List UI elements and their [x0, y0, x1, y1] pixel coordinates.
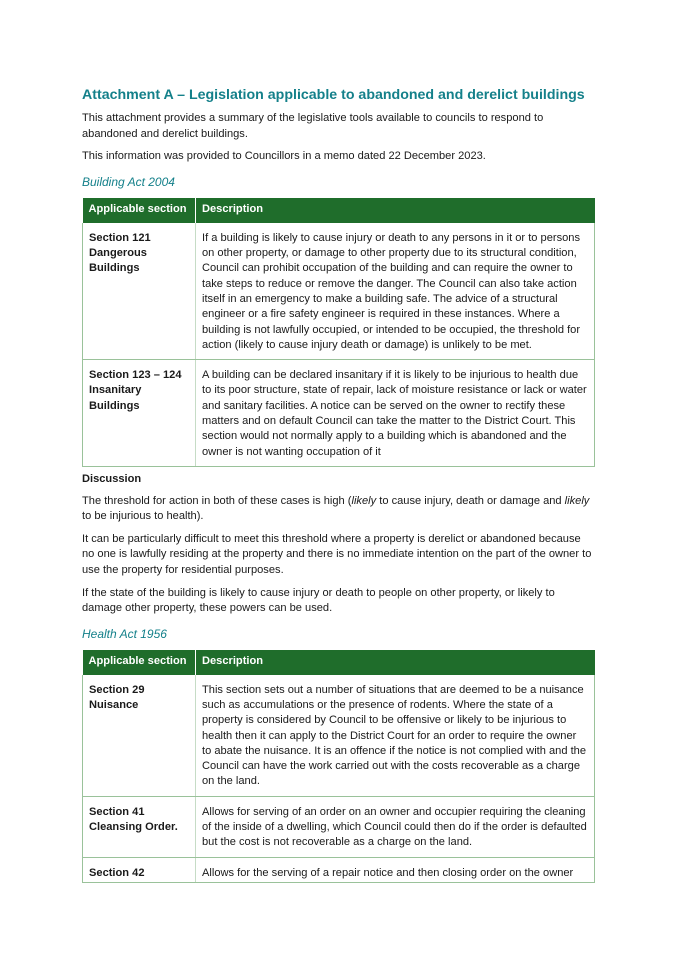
intro-paragraph: This attachment provides a summary of the legislative tools available to councils to respond to abandoned and derelict buildings. — [82, 112, 544, 140]
description-cell: This section sets out a number of situations that are deemed to be a nuisance such as accumulations or the presence of rodents. Where the state of a property is considered by Council to be offensive or likely to be injurious to health then it can apply to the District Court for an order to require the owner to abate the nuisance. It is an offence if the notice is not complied with and the Council can have the work carried out with the costs recoverable as a charge on the land. — [196, 675, 595, 797]
description-cell: If a building is likely to cause injury or death to any persons in it or to persons on other property, or damage to other property due to its structural condition, Council can prohibit occupation of the building and can require the owner to take steps to reduce or remove the danger. The Council can also take action itself in an emergency to make a building safe. The advice of a structural engineer or a fire safety engineer is required in these instances. Where a building is not lawfully occupied, or intended to be occupied, the threshold for action (likely to cause injury death or damage) is unlikely to be met. — [196, 223, 595, 360]
discussion-heading: Discussion — [82, 472, 142, 485]
health-act-table — [82, 650, 595, 883]
section-cell: Section 123 – 124 Insanitary Buildings — [83, 360, 196, 467]
column-header-section: Applicable section — [83, 650, 196, 675]
page-title: Attachment A – Legislation applicable to abandoned and derelict buildings — [82, 87, 585, 103]
column-header-section: Applicable section — [83, 198, 196, 223]
table-row — [83, 675, 595, 797]
table-row — [83, 857, 595, 882]
building-act-table — [82, 198, 595, 467]
discussion-paragraph-powers: If the state of the building is likely to cause injury or death to people on other property, or likely to damage other property, these powers can be used. — [82, 586, 555, 615]
health-act-heading: Health Act 1956 — [82, 626, 167, 641]
section-cell: Section 41 Cleansing Order. — [83, 796, 196, 857]
discussion-paragraph-threshold: The threshold for action in both of these cases is high (likely to cause injury, death or damage and likely to be injurious to health). — [82, 494, 590, 523]
document-page — [82, 86, 594, 883]
description-cell: Allows for serving of an order on an owner and occupier requiring the cleaning of the inside of a dwelling, which Council could then do if the order is defaulted but the cost is not recoverable as a charge on the land. — [196, 796, 595, 857]
column-header-description: Description — [196, 650, 595, 675]
discussion-paragraph-difficulty: It can be particularly difficult to meet this threshold where a property is derelict or abandoned because no one is lawfully residing at the property and there is no immediate intention on the part of the owner to use the property for residential purposes. — [82, 532, 592, 576]
description-cell: Allows for the serving of a repair notice and then closing order on the owner — [196, 857, 595, 882]
building-act-heading: Building Act 2004 — [82, 174, 175, 189]
table-header-row — [83, 198, 595, 223]
table-row — [83, 360, 595, 467]
table-row — [83, 223, 595, 360]
table-header-row — [83, 650, 595, 675]
intro-paragraph-memo: This information was provided to Councillors in a memo dated 22 December 2023. — [82, 150, 486, 163]
section-cell: Section 29 Nuisance — [83, 675, 196, 797]
table-row — [83, 796, 595, 857]
section-cell: Section 121 Dangerous Buildings — [83, 223, 196, 360]
description-cell: A building can be declared insanitary if it is likely to be injurious to health due to its poor structure, state of repair, lack of moisture resistance or lack or water and sanitary facilities. A notice can be served on the owner to rectify these matters and on default Council can take the matter to the District Court. This section would not normally apply to a building which is abandoned and the owner is not wanting occupation of it — [196, 360, 595, 467]
column-header-description: Description — [196, 198, 595, 223]
section-cell: Section 42 — [83, 857, 196, 882]
